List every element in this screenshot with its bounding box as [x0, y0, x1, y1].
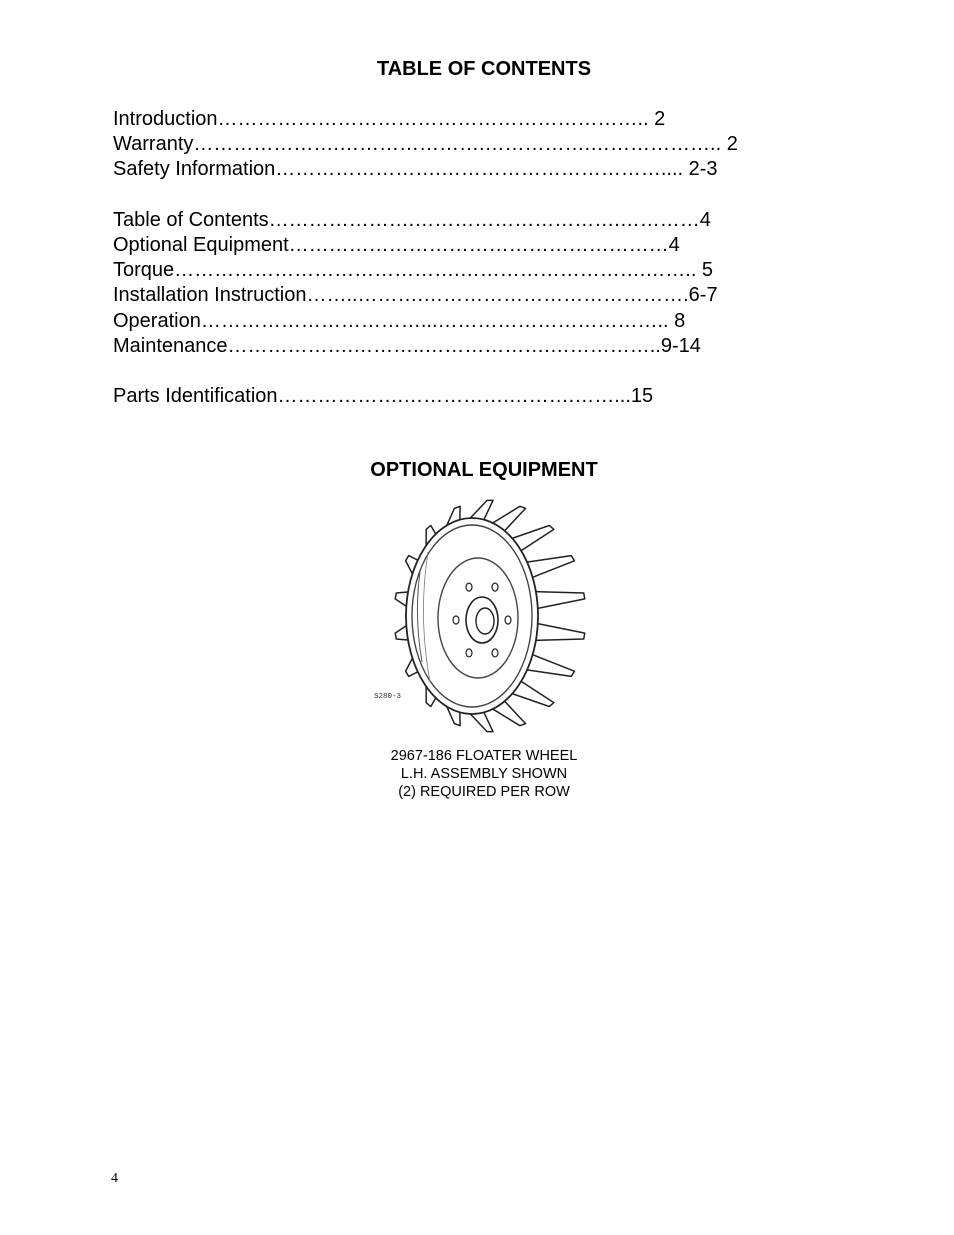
- bolt-hole: [505, 616, 511, 624]
- floater-wheel-figure: [368, 492, 600, 738]
- toc-spacer: [113, 183, 813, 208]
- toc-entry-safety-information[interactable]: Safety Information…………………….…………………………….... 2-3: [113, 158, 718, 181]
- bolt-hole: [492, 583, 498, 591]
- toc-entry-installation-instruction[interactable]: Installation Instruction……..……….………………………………….6-7: [113, 284, 718, 307]
- bolt-hole: [453, 616, 459, 624]
- toc-entry-maintenance[interactable]: Maintenance……………….………..……………….……………..9-14: [113, 334, 701, 357]
- toc-entry-introduction[interactable]: Introduction……………………………………………………….. 2: [113, 108, 666, 130]
- bolt-hole: [492, 649, 498, 657]
- caption-line-assembly: L.H. ASSEMBLY SHOWN: [400, 766, 568, 782]
- toc-spacer: [113, 359, 813, 384]
- toc-entry-warranty[interactable]: Warranty………………….………………….…………….……………….. 2: [113, 133, 738, 156]
- caption-line-part-number: 2967-186 FLOATER WHEEL: [390, 748, 578, 764]
- figure-caption: [0, 747, 954, 801]
- caption-line-quantity: (2) REQUIRED PER ROW: [398, 784, 570, 800]
- floater-wheel-drawing: [368, 492, 600, 738]
- bolt-hole: [466, 583, 472, 591]
- toc-entry-operation[interactable]: Operation……………………………...…………………………….. 8: [113, 309, 686, 332]
- toc-title: TABLE OF CONTENTS: [376, 58, 592, 80]
- toc-entry-parts-identification[interactable]: Parts Identification……………….…………….……….……...15: [113, 385, 654, 408]
- toc-entry-torque[interactable]: Torque…………………………………….……………………….…….. 5: [113, 259, 714, 282]
- toc-entry-optional-equipment[interactable]: Optional Equipment…………………………………………………4: [113, 233, 680, 256]
- toc-entry-table-of-contents[interactable]: Table of Contents………………….………………………….…………4: [113, 208, 711, 231]
- figure-label: S280-3: [374, 693, 402, 701]
- page-number: 4: [111, 1171, 118, 1186]
- optional-equipment-title: OPTIONAL EQUIPMENT: [370, 459, 598, 481]
- toc-list: [113, 107, 813, 409]
- bolt-hole: [466, 649, 472, 657]
